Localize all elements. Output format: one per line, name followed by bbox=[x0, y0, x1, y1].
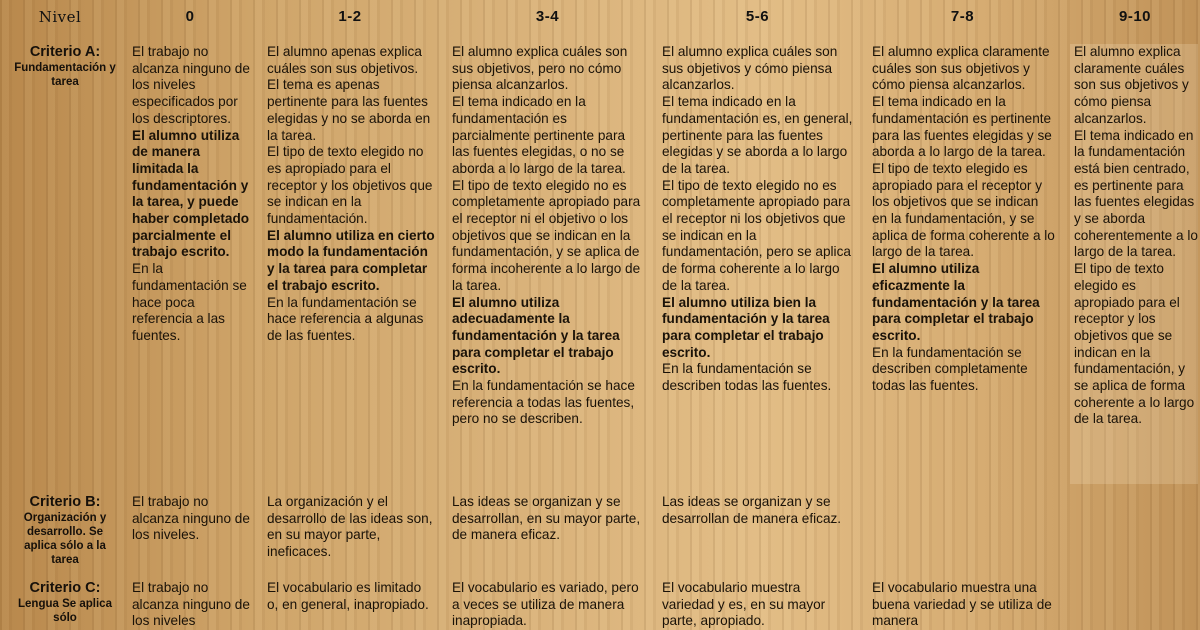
rubric-cell-b-5-6 bbox=[662, 494, 854, 527]
descriptor-bold: El alumno utiliza en cierto modo la fundamentación y la tarea para completar el trabajo escrito. bbox=[267, 227, 435, 293]
descriptor-text: El tipo de texto elegido es apropiado para el receptor y los objetivos que se indican en la fundamentación, y se aplica de forma coherente a lo largo de la tarea. bbox=[872, 160, 1055, 260]
rubric-cell-c-3-4 bbox=[452, 580, 644, 630]
descriptor-bold: El alumno utiliza bien la fundamentación y la tarea para completar el trabajo escrito. bbox=[662, 294, 830, 360]
descriptor-text: El vocabulario muestra variedad y es, en su mayor parte, apropiado. bbox=[662, 580, 826, 629]
descriptor-text: El trabajo no alcanza ninguno de los niveles especificados por los descriptores. bbox=[132, 44, 250, 126]
criterion-name: Criterio C: bbox=[29, 580, 101, 596]
descriptor-text: El vocabulario es limitado o, en general, inapropiado. bbox=[267, 580, 429, 612]
criterion-description: Organización y desarrollo. Se aplica sólo a la tarea bbox=[23, 512, 107, 566]
descriptor-text: El tema indicado en la fundamentación es parcialmente pertinente para las fuentes elegidas, o no se aborda a lo largo de la tarea. bbox=[452, 94, 626, 176]
criterion-name: Criterio B: bbox=[29, 494, 101, 510]
criterion-name: Criterio A: bbox=[29, 44, 101, 60]
rubric-cell-a-3-4 bbox=[452, 44, 644, 428]
descriptor-text: El alumno explica cuáles son sus objetivos, pero no cómo piensa alcanzarlos. bbox=[452, 44, 628, 93]
criterion-description: Fundamentación y tarea bbox=[14, 62, 116, 88]
descriptor-text: El alumno explica cuáles son sus objetivos y cómo piensa alcanzarlos. bbox=[662, 44, 838, 93]
rubric-cell-b-1-2 bbox=[267, 494, 435, 561]
descriptor-text: El trabajo no alcanza ninguno de los niveles bbox=[132, 580, 250, 629]
rubric-cell-a-5-6 bbox=[662, 44, 854, 395]
rubric-cell-b-3-4 bbox=[452, 494, 644, 544]
header-level-1-2: 1-2 bbox=[338, 8, 362, 25]
descriptor-bold: El alumno utiliza de manera limitada la fundamentación y la tarea, y puede haber completado parcialmente el trabajo escrito. bbox=[132, 127, 250, 260]
descriptor-text: El alumno explica claramente cuáles son sus objetivos y cómo piensa alcanzarlos. bbox=[1074, 44, 1189, 126]
criterion-description: Lengua Se aplica sólo bbox=[18, 598, 112, 624]
rubric-cell-a-0 bbox=[132, 44, 250, 345]
descriptor-text: El tipo de texto elegido es apropiado para el receptor y los objetivos que se indican en la fundamentación, y se aplica de forma coherente a lo largo de la tarea. bbox=[1074, 261, 1195, 427]
criterion-b-label bbox=[6, 494, 124, 567]
rubric-cell-c-5-6 bbox=[662, 580, 854, 630]
descriptor-text: El alumno apenas explica cuáles son sus objetivos. bbox=[267, 44, 422, 76]
descriptor-text: El tema indicado en la fundamentación está bien centrado, es pertinente para las fuentes elegidas y se aborda coherentemente a lo largo de la tarea. bbox=[1074, 127, 1198, 260]
criterion-a-label bbox=[6, 44, 124, 89]
descriptor-text: El tipo de texto elegido no es completamente apropiado para el receptor ni los objetivos que se indican en la fundamentación, pero se aplica de forma coherente a lo largo de la tarea. bbox=[662, 177, 851, 293]
descriptor-text: La organización y el desarrollo de las ideas son, en su mayor parte, ineficaces. bbox=[267, 494, 433, 560]
header-level-7-8: 7-8 bbox=[950, 8, 975, 25]
rubric-cell-c-0 bbox=[132, 580, 250, 630]
descriptor-text: El tema es apenas pertinente para las fuentes elegidas y no se aborda en la tarea. bbox=[267, 77, 431, 143]
descriptor-text: Las ideas se organizan y se desarrollan, en su mayor parte, de manera eficaz. bbox=[452, 494, 641, 543]
rubric-cell-a-1-2 bbox=[267, 44, 435, 345]
descriptor-text: En la fundamentación se hace referencia a algunas de las fuentes. bbox=[267, 294, 424, 343]
descriptor-bold: El alumno utiliza eficazmente la fundamentación y la tarea para completar el trabajo escrito. bbox=[872, 261, 1040, 343]
descriptor-text: El vocabulario es variado, pero a veces se utiliza de manera inapropiada. bbox=[452, 580, 639, 629]
descriptor-text: El trabajo no alcanza ninguno de los niveles. bbox=[132, 494, 250, 543]
descriptor-text: En la fundamentación se hace referencia a todas las fuentes, pero no se describen. bbox=[452, 378, 635, 427]
header-level-3-4: 3-4 bbox=[535, 8, 560, 25]
descriptor-text: Las ideas se organizan y se desarrollan de manera eficaz. bbox=[662, 494, 842, 526]
header-nivel: Nivel bbox=[38, 8, 82, 26]
header-level-5-6: 5-6 bbox=[745, 8, 770, 25]
descriptor-text: El tipo de texto elegido no es apropiado para el receptor y los objetivos que se indican en la fundamentación. bbox=[267, 144, 433, 227]
criterion-c-label bbox=[6, 580, 124, 625]
descriptor-text: En la fundamentación se describen todas las fuentes. bbox=[662, 361, 832, 394]
descriptor-bold: El alumno utiliza adecuadamente la fundamentación y la tarea para completar el trabajo escrito. bbox=[452, 294, 620, 377]
descriptor-text: En la fundamentación se hace poca referencia a las fuentes. bbox=[132, 261, 247, 343]
rubric-cell-c-1-2 bbox=[267, 580, 435, 613]
header-level-0: 0 bbox=[185, 8, 195, 25]
header-level-9-10: 9-10 bbox=[1118, 8, 1152, 25]
rubric-cell-c-7-8 bbox=[872, 580, 1057, 630]
descriptor-text: El tema indicado en la fundamentación es, en general, pertinente para las fuentes elegidas y se aborda a lo largo de la tarea. bbox=[662, 94, 853, 176]
rubric-cell-a-7-8 bbox=[872, 44, 1057, 395]
descriptor-text: El tipo de texto elegido no es completamente apropiado para el receptor ni el objetivo o los objetivos que se indican en la fundamentación, y se aplica de forma incoherente a lo largo de la tarea. bbox=[452, 177, 641, 293]
rubric-cell-a-9-10 bbox=[1070, 44, 1198, 484]
descriptor-text: El tema indicado en la fundamentación es pertinente para las fuentes elegidas y se aborda a lo largo de la tarea. bbox=[872, 94, 1052, 160]
descriptor-text: En la fundamentación se describen completamente todas las fuentes. bbox=[872, 344, 1028, 394]
descriptor-text: El vocabulario muestra una buena variedad y se utiliza de manera bbox=[872, 580, 1052, 629]
descriptor-text: El alumno explica claramente cuáles son sus objetivos y cómo piensa alcanzarlos. bbox=[872, 44, 1050, 93]
rubric-cell-b-0 bbox=[132, 494, 250, 544]
